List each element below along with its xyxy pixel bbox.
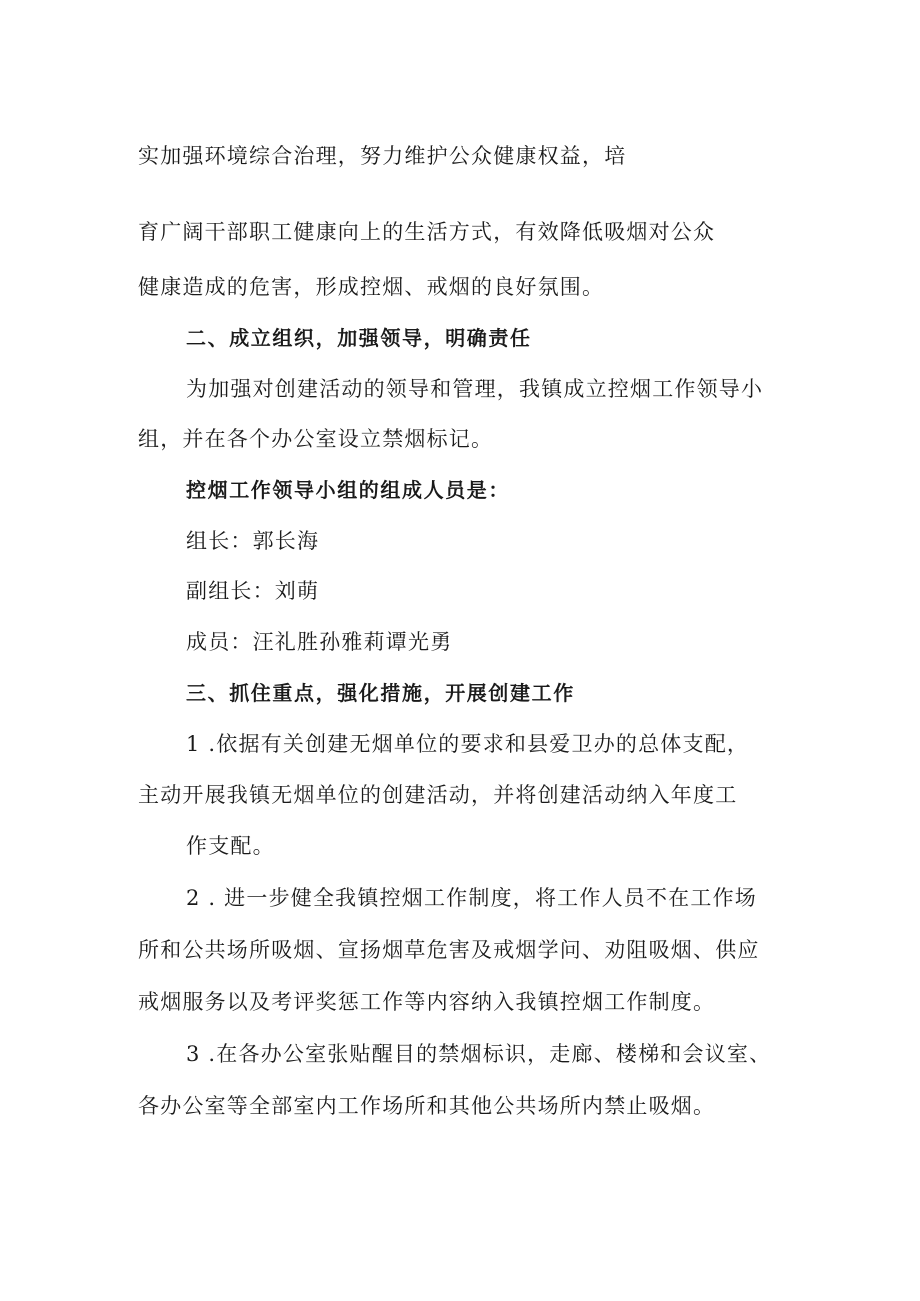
section-3-heading: 三、抓住重点，强化措施，开展创建工作 bbox=[186, 681, 575, 705]
item-3-line-1: 3 .在各办公室张贴醒目的禁烟标识，走廊、楼梯和会议室、 bbox=[186, 1042, 772, 1066]
intro-line-3: 健康造成的危害，形成控烟、戒烟的良好氛围。 bbox=[138, 275, 605, 299]
section-2-heading: 二、成立组织，加强领导，明确责任 bbox=[186, 326, 532, 350]
intro-line-1: 实加强环境综合治理，努力维护公众健康权益，培 bbox=[138, 144, 627, 168]
item-1-line-3: 作支配。 bbox=[186, 834, 275, 858]
item-1-line-1: 1 .依据有关创建无烟单位的要求和县爱卫办的总体支配， bbox=[186, 732, 750, 756]
item-3-line-2: 各办公室等全部室内工作场所和其他公共场所内禁止吸烟。 bbox=[138, 1094, 716, 1118]
item-1-line-2: 主动开展我镇无烟单位的创建活动，并将创建活动纳入年度工 bbox=[138, 783, 738, 807]
item-2-line-2: 所和公共场所吸烟、宣扬烟草危害及戒烟学问、劝阻吸烟、供应 bbox=[138, 938, 760, 962]
intro-line-2: 育广阔干部职工健康向上的生活方式，有效降低吸烟对公众 bbox=[138, 220, 716, 244]
section-2-para-line-2: 组，并在各个办公室设立禁烟标记。 bbox=[138, 427, 494, 451]
members-heading: 控烟工作领导小组的组成人员是： bbox=[186, 478, 510, 502]
deputy-leader-line: 副组长：刘萌 bbox=[186, 579, 320, 603]
members-line: 成员：汪礼胜孙雅莉谭光勇 bbox=[186, 630, 453, 654]
item-2-line-3: 戒烟服务以及考评奖惩工作等内容纳入我镇控烟工作制度。 bbox=[138, 990, 716, 1014]
section-2-para-line-1: 为加强对创建活动的领导和管理，我镇成立控烟工作领导小 bbox=[186, 377, 764, 401]
item-2-line-1: 2 . 进一步健全我镇控烟工作制度，将工作人员不在工作场 bbox=[186, 886, 757, 910]
leader-line: 组长：郭长海 bbox=[186, 529, 320, 553]
